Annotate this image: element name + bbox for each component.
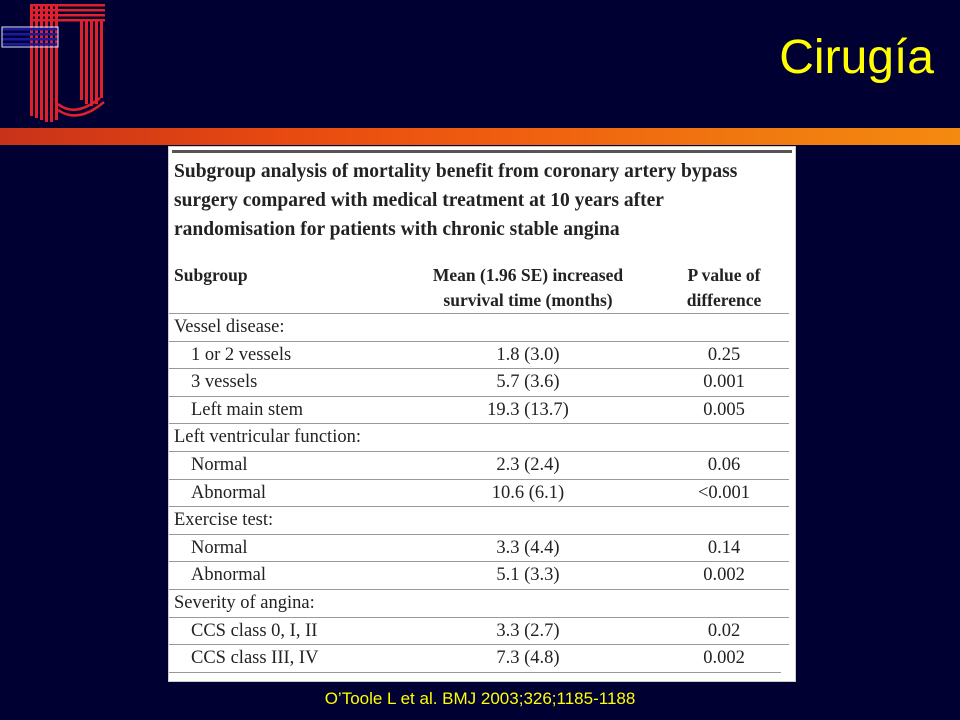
hospital-logo-icon <box>0 0 112 125</box>
row-mean: 3.3 (2.7) <box>496 620 560 641</box>
row-mean: 5.1 (3.3) <box>496 565 560 586</box>
row-label: Abnormal <box>191 482 267 503</box>
table-row <box>169 561 789 589</box>
row-mean: 2.3 (2.4) <box>496 454 560 475</box>
row-label: Severity of angina: <box>174 592 315 613</box>
row-label: Abnormal <box>191 565 267 586</box>
row-mean: 1.8 (3.0) <box>496 344 560 365</box>
row-label: Normal <box>191 537 248 558</box>
table-image <box>168 146 796 682</box>
row-label: Exercise test: <box>174 510 274 531</box>
row-mean: 10.6 (6.1) <box>491 482 565 503</box>
table-row <box>169 423 789 451</box>
row-p-value: 0.02 <box>707 620 741 641</box>
row-p-value: 0.005 <box>703 399 745 420</box>
row-p-value: 0.25 <box>707 344 741 365</box>
row-mean: 3.3 (4.4) <box>496 537 560 558</box>
table-row <box>169 368 789 396</box>
row-p-value: 0.002 <box>703 648 745 669</box>
row-p-value: <0.001 <box>697 482 751 503</box>
table-row <box>169 341 789 369</box>
row-label: Left ventricular function: <box>174 427 361 448</box>
slide-title: Cirugía <box>779 31 934 84</box>
row-label: CCS class 0, I, II <box>191 620 318 641</box>
row-label: 3 vessels <box>191 372 258 393</box>
row-p-value: 0.06 <box>707 454 741 475</box>
table-row <box>169 534 789 562</box>
row-label: 1 or 2 vessels <box>191 344 292 365</box>
header-mean: Mean (1.96 SE) increased survival time (months) <box>432 265 624 310</box>
table-caption: Subgroup analysis of mortality benefit from coronary artery bypass surgery compared with medical treatment at 10 years after randomisation for patients with chronic stable angina <box>174 161 738 240</box>
row-label: CCS class III, IV <box>191 648 319 669</box>
row-mean: 5.7 (3.6) <box>496 372 560 393</box>
table-top-rule <box>172 150 792 153</box>
header-subgroup: Subgroup <box>174 265 248 285</box>
row-p-value: 0.14 <box>707 537 741 558</box>
row-label: Vessel disease: <box>174 317 285 337</box>
table-row <box>169 589 789 617</box>
row-mean: 19.3 (13.7) <box>487 399 569 420</box>
row-p-value: 0.001 <box>703 372 745 393</box>
header-p-value: P value of difference <box>686 265 762 310</box>
row-mean: 7.3 (4.8) <box>496 648 560 669</box>
table-row <box>169 644 789 672</box>
accent-bar <box>0 128 960 145</box>
row-p-value: 0.002 <box>703 565 745 586</box>
citation: O’Toole L et al. BMJ 2003;326;1185-1188 <box>324 689 636 708</box>
table-body <box>169 313 789 672</box>
row-label: Left main stem <box>191 399 303 420</box>
table-row <box>169 451 789 479</box>
row-label: Normal <box>191 454 248 475</box>
table-row <box>169 396 789 424</box>
table-row <box>169 313 789 341</box>
table-row <box>169 506 789 534</box>
table-row <box>169 479 789 507</box>
table-row <box>169 617 789 645</box>
